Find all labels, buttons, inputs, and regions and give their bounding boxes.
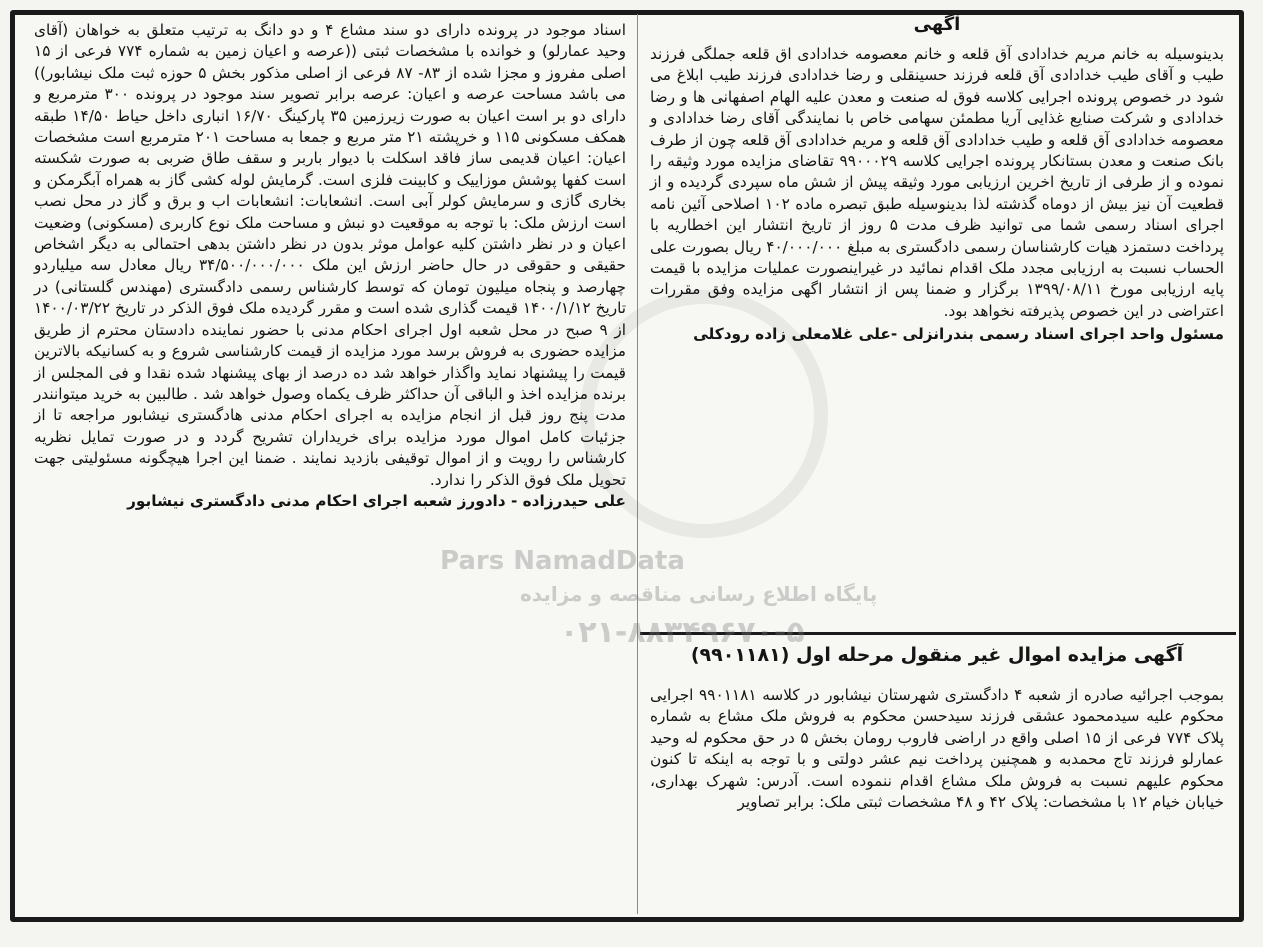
- notice2-title: آگهی مزایده اموال غیر منقول مرحله اول (۹۹۰۱۱۸۱): [690, 644, 1184, 666]
- notice1: [650, 44, 1224, 346]
- auction-notice-continuation: [34, 20, 626, 512]
- watermark-brand: Pars NamadData: [440, 546, 685, 576]
- notice1-body: بدینوسیله به خانم مریم خدادادی آق قلعه و خانم معصومه خدادادی اق قلعه جملگی فرزند طیب و آقای طیب خدادادی آق قلعه فرزند حسینقلی و رضا خدادادی فرزند طیب ابلاغ می شود در خصوص پرونده اجرایی کلاسه فوق له صنعت و معدن علیه الهام اصفهانی ها و رضا خدادادی و شرکت صنایع غذایی آریا مطمئن سهامی خاص با نمایندگی آقای رضا خدادادی و معصومه خدادادی آق قلعه و طیب خدادادی آق قلعه و مریم خدادادی آق قلعه چون از طرف بانک صنعت و معدن بستانکار پرونده اجرایی کلاسه ۹۹۰۰۰۲۹ تقاضای مزایده مورد وثیقه را نموده و از طرفی از تاریخ اخرین ارزیابی مورد وثیقه پیش از شش ماه سپردی گردیده و از قطعیت آن نیز بیش از دوماه گذشته لذا بدینوسیله طبق تبصره ماده ۱۰۲ اصلاحی آئین نامه اجرای اسناد رسمی شما می توانید ظرف مدت ۵ روز از تاریخ انتشار این اخطاریه با پرداخت دستمزد هیات کارشناسان رسمی دادگستری به مبلغ ۴۰/۰۰۰/۰۰۰ ریال بصورت علی الحساب نسبت به ارزیابی مجدد ملک اقدام نمائید در غیراینصورت عملیات مزایده با قیمت پایه ارزیابی مورخ ۱۳۹۹/۰۸/۱۱ برگزار و ضمنا پس از انتشار اگهی مزایده وفق مقررات اعتراضی در این خصوص پذیرفته نخواهد بود.: [650, 45, 1224, 320]
- notice1-signature: مسئول واحد اجرای اسناد رسمی بندرانزلی -علی غلامعلی زاده رودکلی: [693, 325, 1224, 344]
- continuation-signature: علی حیدرزاده - دادورز شعبه اجرای احکام مدنی دادگستری نیشابور: [127, 491, 626, 510]
- notice1-title: آگهی: [913, 14, 961, 35]
- continuation-body: اسناد موجود در پرونده دارای دو سند مشاع ۴ و دو دانگ به ترتیب متعلق به خواهان (آقای وحید عمارلو) و خوانده با مشخصات ثبتی ((عرصه و اعیان زمین به شماره ۷۷۴ فرعی از ۱۵ اصلی مفروز و مجزا شده از ۸۳- ۸۷ فرعی از اصلی مذکور بخش ۵ حوزه ثبت ملک نیشابور)) می باشد مساحت عرصه و اعیان: عرصه برابر تصویر سند موجود در پرونده ۳۰۰ مترمربع و دارای دو بر است اعیان به صورت زیرزمین ۳۵ پارکینگ ۱۶/۷۰ انباری داخل حیاط ۱۴/۵۰ طبقه همکف مسکونی ۱۱۵ و خرپشته ۲۱ متر مربع و جمعا به مساحت ۲۰۱ مترمربع است مشخصات اعیان: اعیان قدیمی ساز فاقد اسکلت با دیوار باربر و سقف طاق ضربی به صورت شکسته است کفها پوشش موزاییک و کابینت فلزی است. گرمایش لوله کشی گاز به همراه آبگرمکن و بخاری گازی و سرمایش کولر آبی است. انشعابات: انشعابات اب و برق و گاز در محل نصب است ارزش ملک: با توجه به موقعیت دو نبش و مساحت ملک نوع کاربری (مسکونی) وضعیت اعیان و در نظر داشتن کلیه عوامل موثر بدون در نظر داشتن بدهی احتمالی به دیگر اشخاص حقیقی و حقوقی در حال حاضر ارزش این ملک ۳۴/۵۰۰/۰۰۰/۰۰۰ ریال معادل سه میلیاردو چهارصد و پنجاه میلیون تومان که توسط کارشناس رسمی دادگستری (مهندس گلستانی) در تاریخ ۱۴۰۰/۱/۱۲ قیمت گذاری شده است و مقرر گردیده ملک فوق الذکر در تاریخ ۱۴۰۰/۰۳/۲۲ از ۹ صبح در محل شعبه اول اجرای احکام مدنی با حضور نماینده دادستان محترم از طریق مزایده حضوری به فروش برسد مورد مزایده از قیمت کارشناسی شروع و به کسانیکه بالاترین قیمت را پیشنهاد نماید واگذار خواهد شد ده درصد از بهای پیشنهاد شده نقدا و فی المجلس از برنده مزایده اخذ و الباقی آن حداکثر ظرف یکماه وصول خواهد شد . طالبین به خرید میتوانندر مدت پنج روز قبل از انجام مزایده به اجرای احکام مدنی هادگستری نیشابور مراجعه تا از جزئیات کامل اموال مورد مزایده برای خریداران تشریح گردد و در صورت تمایل نظریه کارشناس را رویت و از اموال توقیفی بازدید نمایند . ضمنا این اجرا هیچگونه مسئولیتی جهت تحویل ملک فوق الذکر را ندارد.: [34, 21, 627, 489]
- notice2: [650, 685, 1224, 813]
- column-divider: [637, 14, 638, 914]
- section-divider: [640, 632, 1236, 635]
- notice2-body: بموجب اجرائیه صادره از شعبه ۴ دادگستری شهرستان نیشابور در کلاسه ۹۹۰۱۱۸۱ اجرایی محکوم علیه سیدمحمود عشقی فرزند سیدحسن محکوم به فروش ملک مشاع به شماره پلاک ۷۷۴ فرعی از ۱۵ اصلی واقع در اراضی فاروب رومان بخش ۵ در حق محکوم له وحید عمارلو فرزند تاج محمدبه و همچنین پرداخت نیم عشر دولتی و با توجه به اینکه تا کنون محکوم علیهم نسبت به فروش ملک مشاع اقدام ننموده است. آدرس: شهرک بهداری، خیابان خیام ۱۲ با مشخصات: پلاک ۴۲ و ۴۸ مشخصات ثبتی ملک: برابر تصاویر: [650, 686, 1225, 812]
- watermark-phone: ۰۲۱-۸۸۳۴۹۶۷۰-۵: [560, 615, 805, 650]
- watermark-tagline: پایگاه اطلاع رسانی مناقصه و مزایده: [520, 582, 878, 606]
